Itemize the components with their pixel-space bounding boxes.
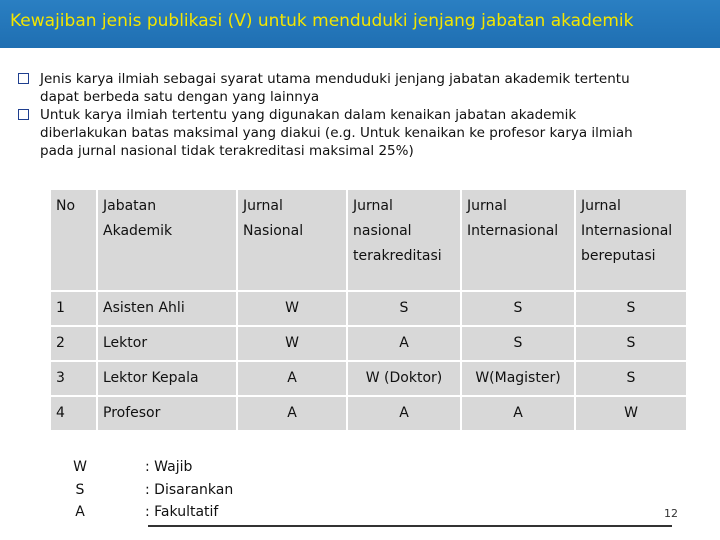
header-jurnal-bereputasi: Jurnal Internasional bereputasi (576, 190, 686, 290)
header-jurnal-internasional: Jurnal Internasional (462, 190, 574, 290)
bullet-list (18, 70, 698, 160)
cell-terakreditasi: W (Doktor) (348, 362, 460, 395)
bullet-item (18, 106, 698, 160)
cell-jabatan: Lektor (98, 327, 236, 360)
title-bar (0, 0, 720, 48)
bullet-line: diberlakukan batas maksimal yang diakui (e.g. Untuk kenaikan ke profesor karya ilmiah (40, 125, 633, 141)
legend-code: S (75, 481, 85, 498)
cell-terakreditasi: A (348, 327, 460, 360)
cell-internasional: S (462, 292, 574, 325)
footer-divider (148, 525, 672, 527)
cell-bereputasi: S (576, 292, 686, 325)
bullet-line: pada jurnal nasional tidak terakreditasi maksimal 25%) (40, 143, 414, 159)
table-row (51, 362, 686, 395)
cell-nasional: W (238, 327, 346, 360)
cell-terakreditasi: S (348, 292, 460, 325)
table-row (51, 292, 686, 325)
cell-terakreditasi: A (348, 397, 460, 430)
bullet-item (18, 70, 698, 106)
publication-table (49, 188, 688, 432)
header-jabatan: Jabatan Akademik (98, 190, 236, 290)
cell-no: 1 (51, 292, 96, 325)
cell-internasional: A (462, 397, 574, 430)
cell-nasional: A (238, 362, 346, 395)
header-jurnal-nasional: Jurnal Nasional (238, 190, 346, 290)
cell-no: 4 (51, 397, 96, 430)
cell-jabatan: Asisten Ahli (98, 292, 236, 325)
legend-meanings (145, 456, 233, 524)
cell-internasional: W(Magister) (462, 362, 574, 395)
slide-title: Kewajiban jenis publikasi (V) untuk menduduki jenjang jabatan akademik (10, 11, 634, 31)
cell-bereputasi: S (576, 327, 686, 360)
table-row (51, 327, 686, 360)
cell-internasional: S (462, 327, 574, 360)
cell-nasional: A (238, 397, 346, 430)
bullet-line: dapat berbeda satu dengan yang lainnya (40, 89, 320, 105)
cell-jabatan: Profesor (98, 397, 236, 430)
legend-code: A (75, 504, 85, 520)
legend-code: W (73, 459, 87, 475)
cell-no: 2 (51, 327, 96, 360)
table-row (51, 397, 686, 430)
legend-meaning: : Fakultatif (145, 504, 219, 520)
cell-bereputasi: S (576, 362, 686, 395)
checkbox-bullet-icon (18, 109, 29, 120)
bullet-line: Untuk karya ilmiah tertentu yang digunakan dalam kenaikan jabatan akademik (40, 107, 577, 123)
legend-meaning: : Wajib (145, 459, 193, 475)
table-header-row (51, 190, 686, 290)
page-number: 12 (664, 507, 678, 520)
legend-codes (72, 456, 88, 524)
cell-bereputasi: W (576, 397, 686, 430)
legend-meaning: : Disarankan (145, 481, 234, 498)
checkbox-bullet-icon (18, 73, 29, 84)
cell-nasional: W (238, 292, 346, 325)
bullet-line: Jenis karya ilmiah sebagai syarat utama menduduki jenjang jabatan akademik tertentu (40, 71, 630, 87)
header-no: No (51, 190, 96, 290)
cell-jabatan: Lektor Kepala (98, 362, 236, 395)
header-jurnal-terakreditasi: Jurnal nasional terakreditasi (348, 190, 460, 290)
cell-no: 3 (51, 362, 96, 395)
